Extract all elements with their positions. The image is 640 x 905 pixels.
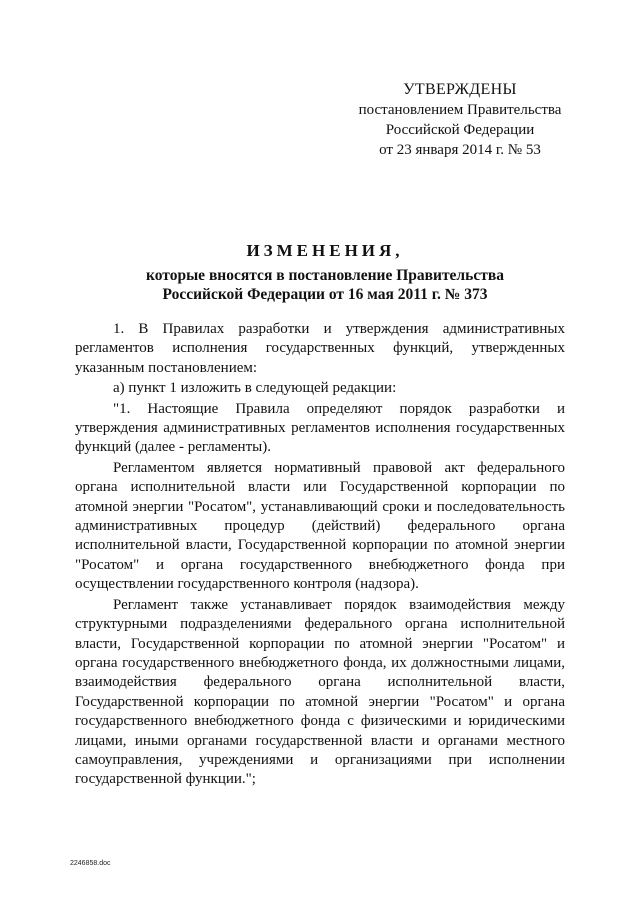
approval-stamp [340, 80, 580, 160]
paragraph-3: "1. Настоящие Правила определяют порядок разработки и утверждения административных регламентов исполнения государственных функций (далее - регламенты). [75, 400, 565, 456]
document-subtitle-line-1: которые вносятся в постановление Правительства [146, 267, 504, 284]
approval-line-3: от 23 января 2014 г. № 53 [379, 142, 541, 158]
approval-line-1: постановлением Правительства [358, 102, 562, 118]
paragraph-4: Регламентом является нормативный правовой акт федерального органа исполнительной власти или Государственной корпорации по атомной энергии "Росатом", устанавливающий сроки и последовательность административных процедур (действий) федерального органа исполнительной власти, Государственной корпорации по атомной энергии "Росатом" и органа государственного внебюджетного фонда при осуществлении государственного контроля (надзора). [75, 459, 565, 593]
document-subtitle-line-2: Российской Федерации от 16 мая 2011 г. № 373 [162, 286, 488, 303]
paragraph-1: 1. В Правилах разработки и утверждения административных регламентов исполнения государственных функций, утвержденных указанным постановлением: [75, 321, 565, 376]
file-code: 2246858.doc [70, 860, 111, 867]
paragraph-5: Регламент также устанавливает порядок взаимодействия между структурными подразделениями федерального органа исполнительной власти, Государственной корпорации по атомной энергии "Росатом" и органа государственного внебюджетного фонда, их должностными лицами, взаимодействия федерального органа исполнительной власти, Государственной корпорации по атомной энергии "Росатом" и органа государственного внебюджетного фонда с физическими и юридическими лицами, иными органами государственной власти и органами местного самоуправления, учреждениями и организациями при исполнении государственной функции."; [75, 596, 565, 788]
document-body [75, 320, 565, 790]
document-title-block [60, 240, 590, 304]
document-title: ИЗМЕНЕНИЯ, [246, 241, 404, 260]
paragraph-2: а) пункт 1 изложить в следующей редакции: [113, 380, 397, 397]
approval-line-2: Российской Федерации [385, 122, 535, 138]
approval-heading: УТВЕРЖДЕНЫ [403, 81, 517, 98]
